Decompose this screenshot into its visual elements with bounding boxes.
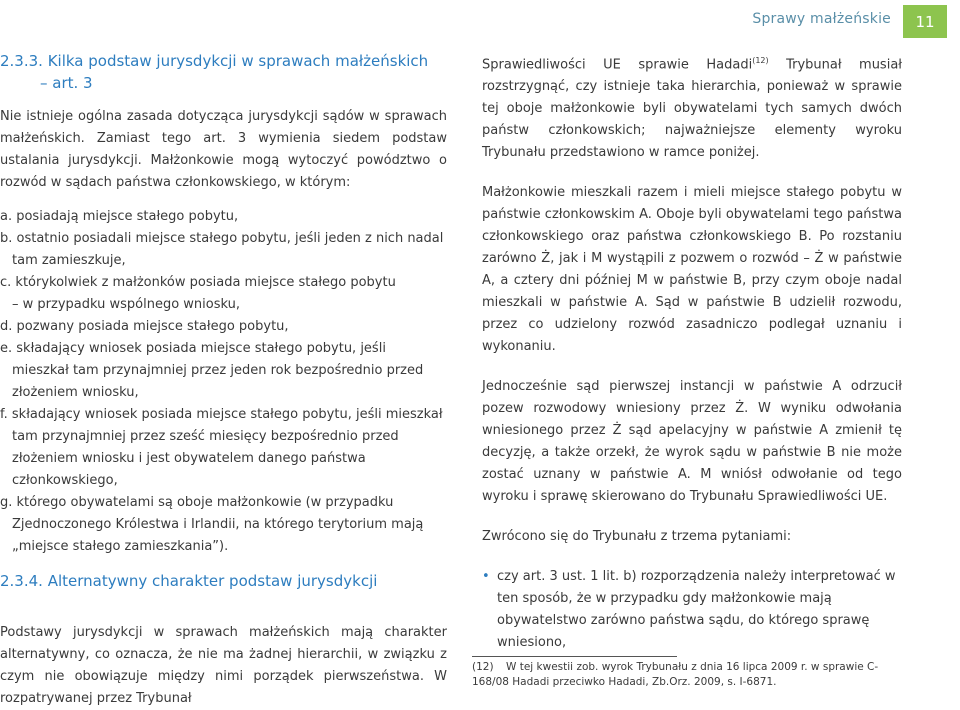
criteria-list [0,206,447,558]
list-item: b. ostatnio posiadali miejsce stałego pobytu, jeśli jeden z nich nadal tam zamieszkuje, [0,231,444,268]
footnote-divider [472,656,677,657]
footnote-reference[interactable]: (12) [752,56,769,65]
footnote-text: W tej kwestii zob. wyrok Trybunału z dnia 16 lipca 2009 r. w sprawie C-168/08 Hadadi przeciwko Hadadi, Zb.Orz. 2009, s. I-6871. [472,661,879,688]
section-heading-2-3-3: 2.3.3. Kilka podstaw jurysdykcji w sprawach małżeńskich – art. 3 [0,52,429,92]
footnote-number: (12) [472,661,494,673]
page-number-badge [903,5,947,38]
list-item: f. składający wniosek posiada miejsce stałego pobytu, jeśli mieszkał tam przynajmniej przez sześć miesięcy bezpośrednio przed złożeniem wniosku i jest obywatelem danego państwa członkowskiego, [0,407,443,488]
intro-paragraph: Nie istnieje ogólna zasada dotycząca jurysdykcji sądów w sprawach małżeńskich. Zamiast tego art. 3 wymienia siedem podstaw ustalania jurysdykcji. Małżonkowie mogą wytoczyć powództwo o rozwód w sądach państwa członkowskiego, w którym: [0,109,447,190]
hadadi-paragraph: Sprawiedliwości UE sprawie Hadadi$^{(12)}$ Trybunał musiał rozstrzygnąć, czy istnieje taka hierarchia, ponieważ w sprawie tej oboje małżonkowie byli obywatelami tych samych dwóch państw członkowskich; najważniejsze elementy wyroku Trybunału przedstawiono w ramce poniżej. [482,56,902,161]
question-bullet: • czy art. 3 ust. 1 lit. b) rozporządzenia należy interpretować w ten sposób, że w przypadku gdy małżonkowie mają obywatelstwo zarówno państwa sądu, do którego sprawę wniesiono, [482,566,902,654]
right-column [482,50,902,654]
case-box [482,182,902,654]
page-number: 11 [915,12,935,31]
list-item: c. którykolwiek z małżonków posiada miejsce stałego pobytu – w przypadku wspólnego wniosku, [0,275,396,312]
left-column [0,50,447,592]
case-box-paragraph: Zwrócono się do Trybunału z trzema pytaniami: [482,529,792,545]
case-box-paragraph: Małżonkowie mieszkali razem i mieli miejsce stałego pobytu w państwie członkowskim A. Oboje byli obywatelami tego państwa członkowskiego oraz państwa członkowskiego B. Po rozstaniu zarówno Ż, jak i M wystąpili z pozwem o rozwód – Ż w państwie A, a cztery dni później M w państwie B, przy czym oboje nadal mieszkali w państwie A. Sąd w państwie B udzielił rozwodu, przez co udzielony rozwód zasadniczo podlegał uznaniu i wykonaniu. [482,185,902,355]
section-heading-2-3-4: 2.3.4. Alternatywny charakter podstaw jurysdykcji [0,572,378,590]
list-item: e. składający wniosek posiada miejsce stałego pobytu, jeśli mieszkał tam przynajmniej przez jeden rok bezpośrednio przed złożeniem wniosku, [0,341,424,400]
footnote [472,660,892,690]
header-title: Sprawy małżeńskie [752,11,891,27]
bottom-paragraph: Podstawy jurysdykcji w sprawach małżeńskich mają charakter alternatywny, co oznacza, że nie ma żadnej hierarchii, w związku z czym nie obowiązuje między nimi porządek pierwszeństwa. W rozpatrywanej przez Trybunał [0,625,447,706]
list-item: g. którego obywatelami są oboje małżonkowie (w przypadku Zjednoczonego Królestwa i Irlandii, na którego terytorium mają „miejsce stałego zamieszkania”). [0,495,424,554]
list-item: a. posiadają miejsce stałego pobytu, [0,209,239,224]
list-item: d. pozwany posiada miejsce stałego pobytu, [0,319,289,334]
case-box-paragraph: Jednocześnie sąd pierwszej instancji w państwie A odrzucił pozew rozwodowy wniesiony przez Ż. W wyniku odwołania wniesionego przez Ż sąd apelacyjny w państwie A zmienił tę decyzję, a także orzekł, że wyrok sądu w państwie B nie może zostać uznany w państwie A. M wniósł odwołanie od tego wyroku i sprawę skierowano do Trybunału Sprawiedliwości UE. [482,379,902,505]
